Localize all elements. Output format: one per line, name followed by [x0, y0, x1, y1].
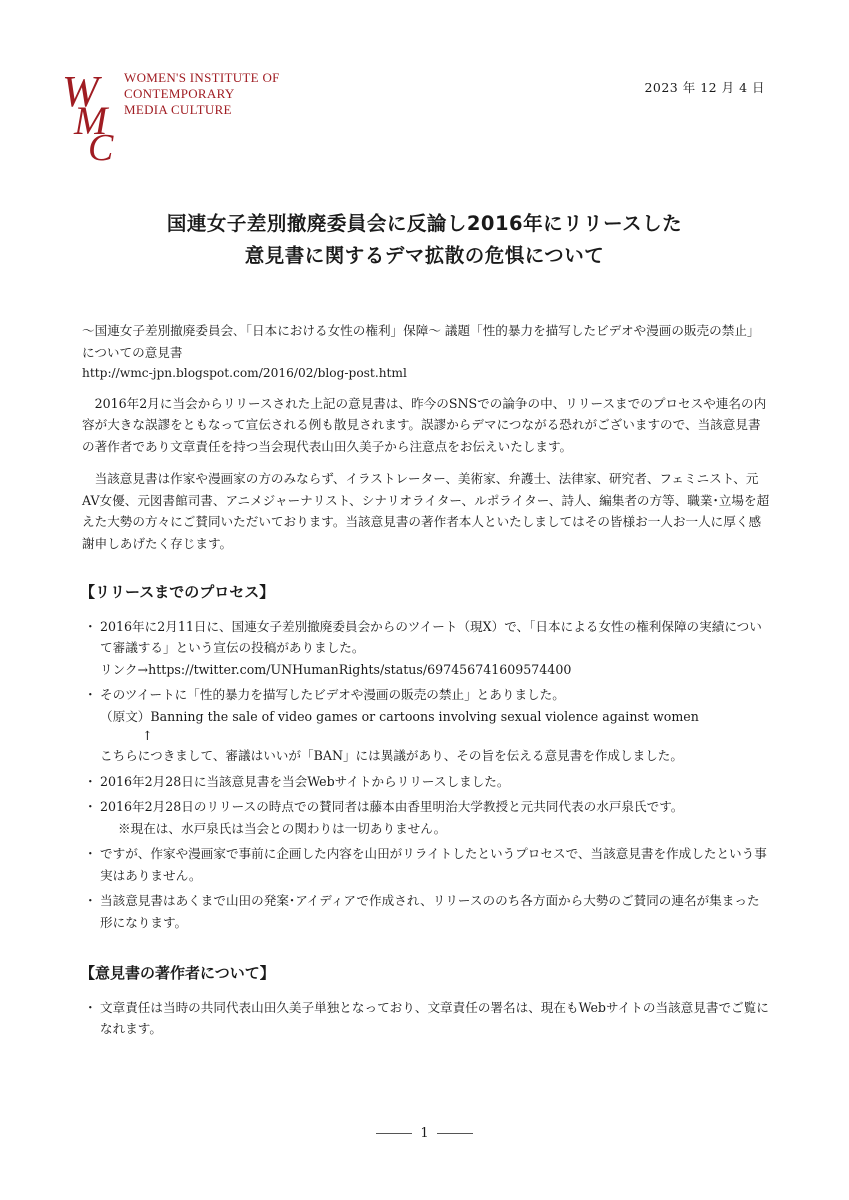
- bullet-icon: ・: [84, 687, 97, 702]
- list-item: [82, 843, 772, 886]
- document-date: 2023 年 12 月 4 日: [644, 80, 765, 95]
- process-item-1: 2016年に2月11日に、国連女子差別撤廃委員会からのツイート（現X）で、「日本による女性の権利保障の実績について審議する」という宣伝の投稿がありました。: [100, 618, 762, 655]
- document-body: [82, 320, 772, 1044]
- section-heading-author: 【意見書の著作者について】: [80, 964, 275, 982]
- svg-text:C: C: [88, 127, 114, 162]
- bullet-icon: ・: [84, 999, 97, 1015]
- bullet-icon: ・: [84, 618, 97, 634]
- title-line-2: 意見書に関するデマ拡散の危惧について: [244, 244, 605, 267]
- supporters-paragraph: 当該意見書は作家や漫画家の方のみならず、イラストレーター、美術家、弁護士、法律家、研究者、フェミニスト、元AV女優、元図書館司書、アニメジャーナリスト、シナリオライター、ルポライター、詩人、編集者の方等、職業･立場を超えた大勢の方々にご賛同いただいております。当該意見書の著作者本人といたしましてはその皆様お一人お一人に厚く感謝申しあげたく存じます。: [82, 471, 770, 551]
- title-line-1: 国連女子差別撤廃委員会に反論し2016年にリリースした: [166, 212, 683, 235]
- bullet-icon: ・: [84, 893, 97, 908]
- logo-wordmark: [124, 70, 280, 118]
- process-item-4: 2016年2月28日のリリースの時点での賛同者は藤本由香里明治大学教授と元共同代表の水戸泉氏です。: [100, 799, 684, 814]
- tweet-link[interactable]: リンク→https://twitter.com/UNHumanRights/status/697456741609574400: [100, 661, 572, 677]
- process-item-2: そのツイートに「性的暴力を描写したビデオや漫画の販売の禁止」とありました。: [100, 687, 565, 702]
- list-item: [82, 997, 772, 1040]
- list-item: [82, 771, 772, 793]
- footer-rule-left: [376, 1133, 412, 1134]
- document-title: [0, 208, 849, 272]
- logo-line-2: CONTEMPORARY: [124, 86, 235, 101]
- process-item-3: 2016年2月28日に当該意見書を当会Webサイトからリリースしました。: [100, 773, 510, 789]
- list-item: [82, 796, 772, 839]
- logo-line-1: WOMEN'S INSTITUTE OF: [124, 70, 280, 85]
- list-item: [82, 616, 772, 681]
- list-item: [82, 890, 772, 933]
- svg-text:W: W: [62, 67, 99, 116]
- wmc-monogram-icon: [62, 66, 120, 162]
- process-list: [82, 616, 772, 934]
- author-list: [82, 997, 772, 1040]
- reference-block: [82, 320, 772, 385]
- author-item-1: 文章責任は当時の共同代表山田久美子単独となっており、文章責任の署名は、現在もWebサイトの当該意見書でご覧になれます。: [100, 999, 769, 1036]
- reference-url[interactable]: http://wmc-jpn.blogspot.com/2016/02/blog-post.html: [82, 366, 407, 380]
- wmc-logo: [62, 66, 280, 166]
- bullet-icon: ・: [84, 773, 97, 789]
- bullet-icon: ・: [84, 799, 97, 814]
- process-item-6: 当該意見書はあくまで山田の発案･アイディアで作成され、リリースののち各方面から大勢のご賛同の連名が集まった形になります。: [100, 893, 760, 930]
- list-item: [82, 684, 772, 767]
- section-heading-process: 【リリースまでのプロセス】: [80, 583, 275, 601]
- process-item-2-note: こちらにつきまして、審議はいいが「BAN」には異議があり、その旨を伝える意見書を作成しました。: [100, 748, 683, 763]
- intro-paragraph: 2016年2月に当会からリリースされた上記の意見書は、昨今のSNSでの論争の中、リリースまでのプロセスや連名の内容が大きな誤謬をともなって宣伝される例も散見されます。誤謬からデマにつながる恐れがございますので、当該意見書の著作者であり文章責任を持つ当会現代表山田久美子から注意点をお伝えいたします。: [82, 395, 767, 454]
- process-item-4-note: ※現在は、水戸泉氏は当会との関わりは一切ありません。: [118, 820, 447, 836]
- logo-line-3: MEDIA CULTURE: [124, 102, 232, 117]
- bullet-icon: ・: [84, 846, 97, 861]
- svg-text:M: M: [74, 98, 108, 143]
- page-number: 1: [420, 1126, 429, 1141]
- footer-rule-right: [437, 1133, 473, 1134]
- page-footer: [0, 1126, 849, 1141]
- process-item-5: ですが、作家や漫画家で事前に企画した内容を山田がリライトしたというプロセスで、当該意見書を作成したという事実はありません。: [100, 846, 767, 883]
- reference-title: 〜国連女子差別撤廃委員会､「日本における女性の権利」保障〜 議題「性的暴力を描写したビデオや漫画の販売の禁止」についての意見書: [82, 323, 760, 360]
- up-arrow-icon: ↑: [142, 728, 153, 743]
- original-text: （原文）Banning the sale of video games or cartoons involving sexual violence against women: [100, 708, 699, 724]
